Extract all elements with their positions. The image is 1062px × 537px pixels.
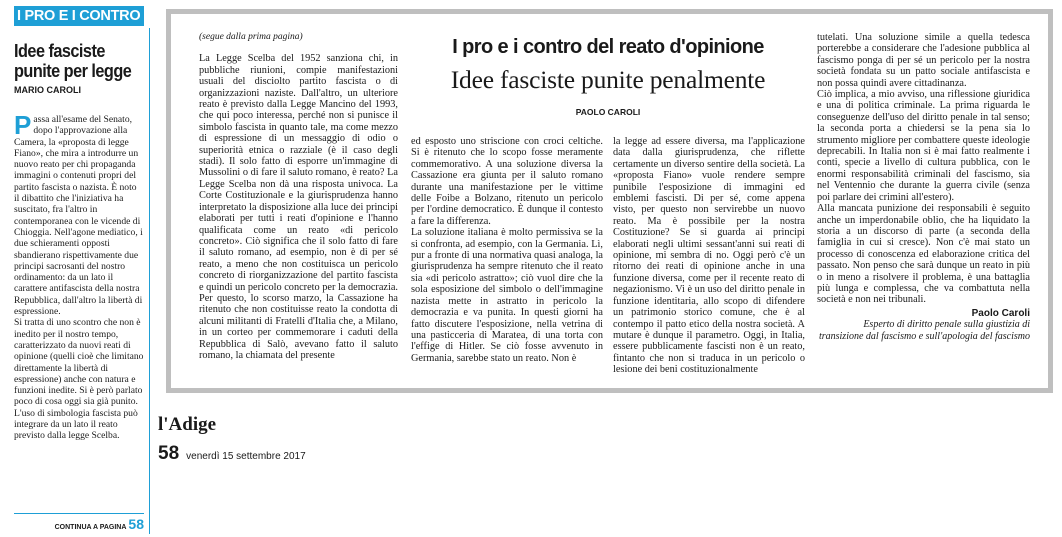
page-info [158,443,306,465]
drop-cap: P [14,110,32,140]
newspaper-name: l'Adige [158,414,217,435]
page-masthead [158,414,306,465]
teaser-title [14,41,146,81]
teaser-title-line2: punite per legge [14,60,132,81]
page-number: 58 [158,443,180,464]
headline-main: Idee fasciste punite penalmente [450,65,766,94]
author-signature [817,308,1030,342]
article-column-3 [613,136,805,376]
article-paragraph: tutelati. Una soluzione simile a quella tedesca porterebbe a considerare che l'adesione pubblica al fascismo ponga di per sé un pericolo per la nostra società fondata su un patto sociale antifascista e non possa quindi avere cittadinanza. [817,32,1030,89]
article-paragraph: la legge ad essere diversa, ma l'applicazione data dalla giurisprudenza, che riflette certamente un diverso sentire della società. La «proposta Fiano» vuole rendere sempre punibile l'esposizione di immagini ed emblemi fascisti. Di per sé, come appena visto, per questo non servirebbe un nuovo reato. Ma è possibile per la nostra Costituzione? Se si guarda ai principi elaborati negli ultimi sessant'anni sui reati di opinione, mi sembra di no. Oggi però c'è un ritorno dei reati di opinione anche in una funzione diversa, come per il recente reato di negazionismo. Vi è un uso del diritto penale in funzione identitaria, allo scopo di difendere un patrimonio storico comune, che è al contempo il patto etico della nostra società. A mutare è dunque il parametro. Oggi, in Italia, essere pubblicamente fascisti non è un reato, fintanto che non si traduca in un pericolo o lesione dei beni costituzionalmente [613,136,805,376]
headline-kicker: I pro e i contro del reato d'opinione [452,36,764,58]
article-paragraph: Ciò implica, a mio avviso, una riflessione giuridica e una di politica criminale. La prima riguarda le conseguenze dell'uso del diritto penale in tal senso; la seconda porta a chiedersi se la pena sia lo strumento migliore per combattere queste ideologie deprecabili. In Italia non si è mai fatto realmente i conti, specie a livello di cultura pubblica, con le enormi responsabilità criminali del fascismo, sia nel Ventennio che durante la guerra civile (senza poi parlare dei crimini all'estero). [817,89,1030,203]
article-column-1 [199,32,398,361]
article-paragraph: La soluzione italiana è molto permissiva se la si confronta, ad esempio, con la Germania. Lì, pur a fronte di una normativa quasi analoga, la giurisprudenza ha sempre ritenuto che il reato sia «di pericolo astratto»; ciò vuol dire che la sola esposizione del simbolo o dell'immagine nazista mette in astratto in pericolo la democrazia e va punita. In questi giorni ha fatto discutere l'esposizione, nella vetrina di una pasticceria di Maratea, di una torta con l'effige di Hitler. Se ciò fosse avvenuto in Germania, sarebbe stato un reato. Non è [411,227,603,364]
teaser-paragraph: Passa all'esame del Senato, dopo l'approvazione alla Camera, la «proposta di legge Fiano», che mira a introdurre un nuovo reato per chi propaganda immagini o contenuti propri del partito fascista o nazista. È noto il dibattito che l'iniziativa ha suscitato, fra l'altro in contemporanea con le vicende di Chioggia. Nell'agone mediatico, i due schieramenti opposti sbandierano rispettivamente due principi sacrosanti del nostro ordinamento: da un lato il carattere antifascista della nostra Repubblica, dall'altro la libertà di espressione. [14,110,143,318]
article-paragraph: La Legge Scelba del 1952 sanziona chi, in pubbliche riunioni, compie manifestazioni usuali del disciolto partito fascista o di organizzazioni naziste. Dall'altro, un ulteriore reato è previsto dalla Legge Mancino del 1993, che qui poco interessa, perché non si punisce il simbolo fascista in quanto tale, ma come mezzo di espressione di un messaggio di odio o superiorità etnica o razziale (è il caso degli stadi). Il solo fatto di esporre un'immagine di Mussolini o di fare il saluto romano, è reato? La Legge Scelba non dà una risposta univoca. La Corte Costituzionale e la giurisprudenza hanno interpretato la disposizione alla luce dei principi elaborati per tutti i reati d'opinione e l'hanno qualificata come un reato «di pericolo concreto». Ciò significa che il solo fatto di fare il saluto romano, ad esempio, non è di per sé reato, a meno che non costituisca un pericolo concreto di riorganizzazione del partito fascista e quindi un pericolo concreto per la democrazia. Per questo, lo scorso marzo, la Cassazione ha ritenuto che non costituisse reato la condotta di alcuni militanti di Fratelli d'Italia che, a Milano, in un corteo per commemorare i caduti della Repubblica di Salò, avevano fatto il saluto romano, la chiamata del presente [199,53,398,361]
signature-role: Esperto di diritto penale sulla giustizia di transizione dal fascismo e sull'apologia del fascismo [818,319,1030,342]
teaser-body [14,110,144,442]
section-banner: I PRO E I CONTRO [14,6,144,26]
sidebar-teaser [14,6,144,534]
issue-date: venerdì 15 settembre 2017 [186,451,306,462]
teaser-paragraph: Si tratta di uno scontro che non è inedito per il nostro tempo, caratterizzato da nuovi reati di opinione (quelli cioè che limitano direttamente la libertà di espressione) anche con natura e funzioni inedite. Si è però parlato poco di cosa oggi sia già punito. L'uso di simbologia fascista può integrare da un lato il reato previsto dalla legge Scelba. [14,317,144,442]
continued-note: (segue dalla prima pagina) [199,32,303,42]
article-paragraph: Alla mancata punizione dei responsabili è seguito anche un imperdonabile oblio, che ha liquidato la storia a un discorso di parte (a seconda della famiglia in cui si cresce). Non c'è mai stato un processo di conoscenza ed elaborazione critica del passato. Non penso che sarà dunque un reato in più o in meno a risolvere il problema, è una battaglia più lunga e complessa, che va combattuta nella società e non nei tribunali. [817,203,1030,306]
byline: PAOLO CAROLI [575,107,641,117]
signature-name: Paolo Caroli [971,307,1030,319]
teaser-author: MARIO CAROLI [14,85,81,95]
column-divider [149,28,150,534]
teaser-title-line1: Idee fasciste [14,40,105,61]
continue-page-number: 58 [128,516,144,532]
article-column-2 [411,136,603,364]
headline-block [411,36,805,117]
continue-link[interactable]: CONTINUA A PAGINA 58 [14,513,144,532]
article-paragraph: ed esposto uno striscione con croci celtiche. Si è ritenuto che lo scopo fosse meramente commemorativo. A una soluzione diversa la Cassazione era giunta per il saluto romano durante una manifestazione per le vittime delle Foibe a Bolzano, ritenuto un pericolo per l'ordine democratico. È dunque il contesto a fare la differenza. [411,136,603,227]
article-box [166,9,1053,393]
article-column-4 [817,32,1030,342]
